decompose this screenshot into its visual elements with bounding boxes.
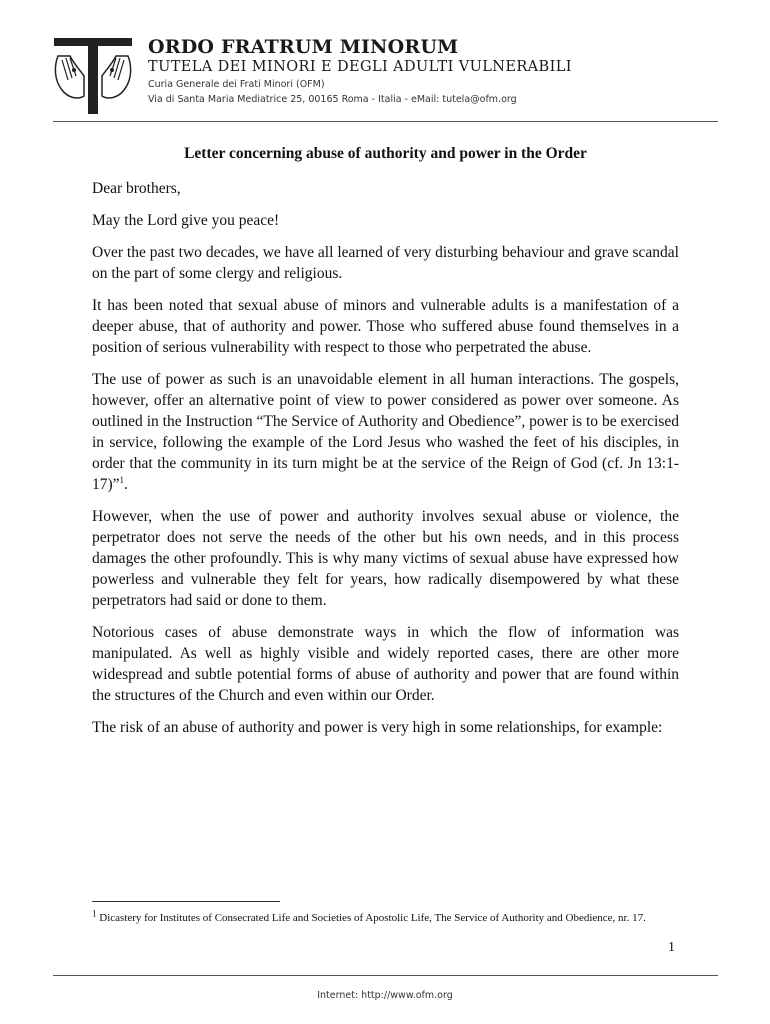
footnote-reference: 1 [119,474,125,485]
footnote-number: 1 [92,908,97,919]
paragraph-text: The use of power as such is an unavoidable element in all human interactions. The gospels, however, offer an alternative point of view to power considered as power over someone. As outlined in the Instruction “The Service of Authority and Obedience”, power is to be exercised in service, following the example of the Lord Jesus who washed the feet of his disciples, in order that the community in its turn might be at the service of the Reign of God (cf. Jn 13:1-17)” [92,371,679,493]
letter-title: Letter concerning abuse of authority and power in the Order [184,145,587,162]
page-number: 1 [668,940,675,955]
greeting: May the Lord give you peace! [92,212,280,229]
footnote [92,910,679,926]
curia-name: Curia Generale dei Frati Minori (OFM) [148,79,325,90]
paragraph-with-footnote [92,369,679,495]
paragraph: The risk of an abuse of authority and power is very high in some relationships, for example: [92,719,663,736]
paragraph-end: . [124,476,128,493]
office-name: TUTELA DEI MINORI E DEGLI ADULTI VULNERABILI [148,59,572,75]
address-line: Via di Santa Maria Mediatrice 25, 00165 Roma - Italia - eMail: tutela@ofm.org [148,94,517,105]
order-name: ORDO FRATRUM MINORUM [148,36,459,58]
header-divider [53,121,718,122]
footnote-divider [92,901,280,902]
ofm-tau-hands-logo [50,36,136,116]
paragraph: It has been noted that sexual abuse of minors and vulnerable adults is a manifestation of a deeper abuse, that of authority and power. Those who suffered abuse found themselves in a position of serious vulnerability with respect to those who perpetrated the abuse. [92,297,679,356]
letter-body [92,143,679,749]
footnote-text: Dicastery for Institutes of Consecrated Life and Societies of Apostolic Life, The Service of Authority and Obedience, nr. 17. [99,912,646,924]
paragraph: Over the past two decades, we have all learned of very disturbing behaviour and grave scandal on the part of some clergy and religious. [92,244,679,282]
footer-divider [53,975,718,976]
salutation: Dear brothers, [92,180,181,197]
paragraph: However, when the use of power and authority involves sexual abuse or violence, the perpetrator does not serve the needs of the other but his own needs, and in this process damages the other profoundly. This is why many victims of sexual abuse have expressed how powerless and vulnerable they felt for years, how radically disempowered by what these perpetrators had said or done to them. [92,508,679,609]
paragraph: Notorious cases of abuse demonstrate ways in which the flow of information was manipulated. As well as highly visible and widely reported cases, there are other more widespread and subtle potential forms of abuse of authority and power that are found within the structures of the Church and even within our Order. [92,624,679,704]
footer-url: Internet: http://www.ofm.org [317,990,453,1001]
letterhead [50,36,720,122]
